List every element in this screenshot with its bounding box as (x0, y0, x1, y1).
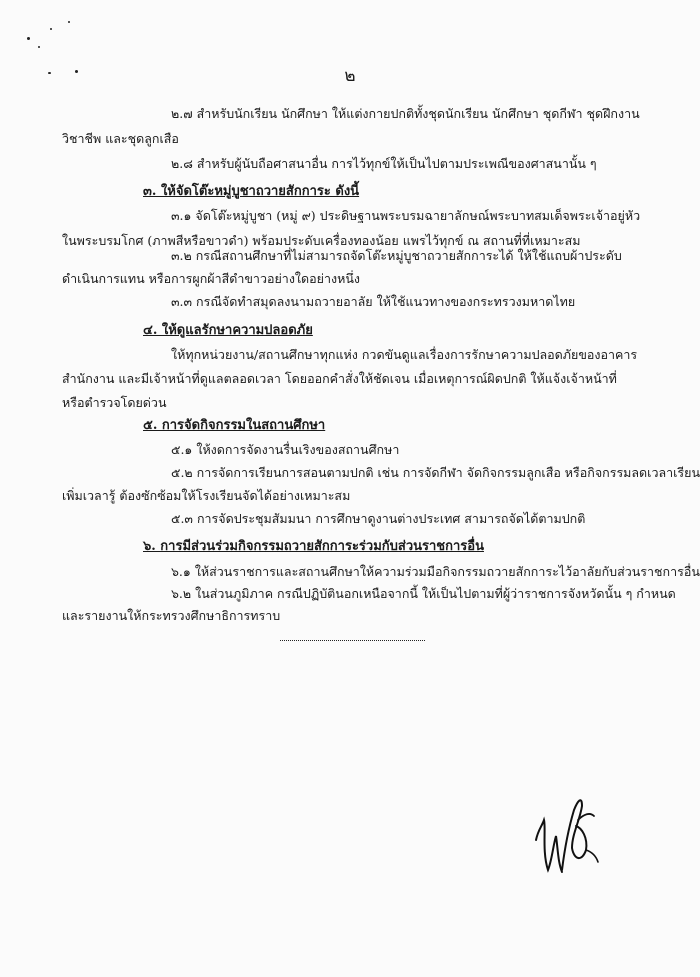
paragraph-line: ๖.๑ ให้ส่วนราชการและสถานศึกษาให้ความร่วมมือกิจกรรมถวายสักการะไว้อาลัยกับส่วนราชการอื่น (171, 564, 700, 579)
signature (522, 790, 604, 880)
paragraph-line: ๕.๓ การจัดประชุมสัมมนา การศึกษาดูงานต่างประเทศ สามารถจัดได้ตามปกติ (171, 511, 586, 526)
paragraph-line: ในพระบรมโกศ (ภาพสีหรือขาวดำ) พร้อมประดับเครื่องทองน้อย แพรไว้ทุกข์ ณ สถานที่ที่เหมาะสม (62, 233, 581, 248)
section-heading: ๕. การจัดกิจกรรมในสถานศึกษา (143, 418, 326, 433)
paragraph-line: สำนักงาน และมีเจ้าหน้าที่ดูแลตลอดเวลา โดยออกคำสั่งให้ชัดเจน เมื่อเหตุการณ์ผิดปกติ ให้แจ้งเจ้าหน้าที่ (62, 371, 617, 386)
scan-speck (38, 46, 40, 48)
section-heading: ๖. การมีส่วนร่วมกิจกรรมถวายสักการะร่วมกับส่วนราชการอื่น (143, 539, 484, 554)
paragraph-line: ๓.๓ กรณีจัดทำสมุดลงนามถวายอาลัย ให้ใช้แนวทางของกระทรวงมหาดไทย (171, 294, 576, 309)
scan-speck (27, 37, 30, 40)
paragraph-line: เพิ่มเวลารู้ ต้องซักซ้อมให้โรงเรียนจัดได้อย่างเหมาะสม (62, 488, 351, 503)
paragraph-line: ดำเนินการแทน หรือการผูกผ้าสีดำขาวอย่างใดอย่างหนึ่ง (62, 271, 360, 286)
paragraph-line: ๓.๒ กรณีสถานศึกษาที่ไม่สามารถจัดโต๊ะหมู่บูชาถวายสักการะได้ ให้ใช้แถบผ้าประดับ (171, 248, 622, 263)
paragraph-line: ๒.๗ สำหรับนักเรียน นักศึกษา ให้แต่งกายปกติทั้งชุดนักเรียน นักศึกษา ชุดกีฬา ชุดฝึกงาน (171, 106, 640, 121)
closing-dotted-line (280, 640, 425, 641)
paragraph-line: ๓.๑ จัดโต๊ะหมู่บูชา (หมู่ ๙) ประดิษฐานพระบรมฉายาลักษณ์พระบาทสมเด็จพระเจ้าอยู่หัว (171, 208, 641, 223)
section-heading: ๓. ให้จัดโต๊ะหมู่บูชาถวายสักการะ ดังนี้ (143, 184, 360, 199)
section-heading: ๔. ให้ดูแลรักษาความปลอดภัย (143, 323, 313, 338)
paragraph-line: ๕.๒ การจัดการเรียนการสอนตามปกติ เช่น การจัดกีฬา จัดกิจกรรมลูกเสือ หรือกิจกรรมลดเวลาเรียน (171, 465, 700, 480)
paragraph-line: ๕.๑ ให้งดการจัดงานรื่นเริงของสถานศึกษา (171, 442, 400, 457)
paragraph-line: วิชาชีพ และชุดลูกเสือ (62, 131, 179, 146)
paragraph-line: ให้ทุกหน่วยงาน/สถานศึกษาทุกแห่ง กวดขันดูแลเรื่องการรักษาความปลอดภัยของอาคาร (171, 347, 638, 362)
paragraph-line: ๖.๒ ในส่วนภูมิภาค กรณีปฏิบัตินอกเหนือจากนี้ ให้เป็นไปตามที่ผู้ว่าราชการจังหวัดนั้น ๆ กำหนด (171, 586, 676, 601)
scan-speck (50, 28, 52, 30)
scan-speck (68, 21, 70, 23)
paragraph-line: ๒.๘ สำหรับผู้นับถือศาสนาอื่น การไว้ทุกข์ให้เป็นไปตามประเพณีของศาสนานั้น ๆ (171, 156, 597, 171)
page-number: ๒ (344, 66, 356, 86)
paragraph-line: หรือตำรวจโดยด่วน (62, 395, 167, 410)
paragraph-line: และรายงานให้กระทรวงศึกษาธิการทราบ (62, 608, 281, 623)
